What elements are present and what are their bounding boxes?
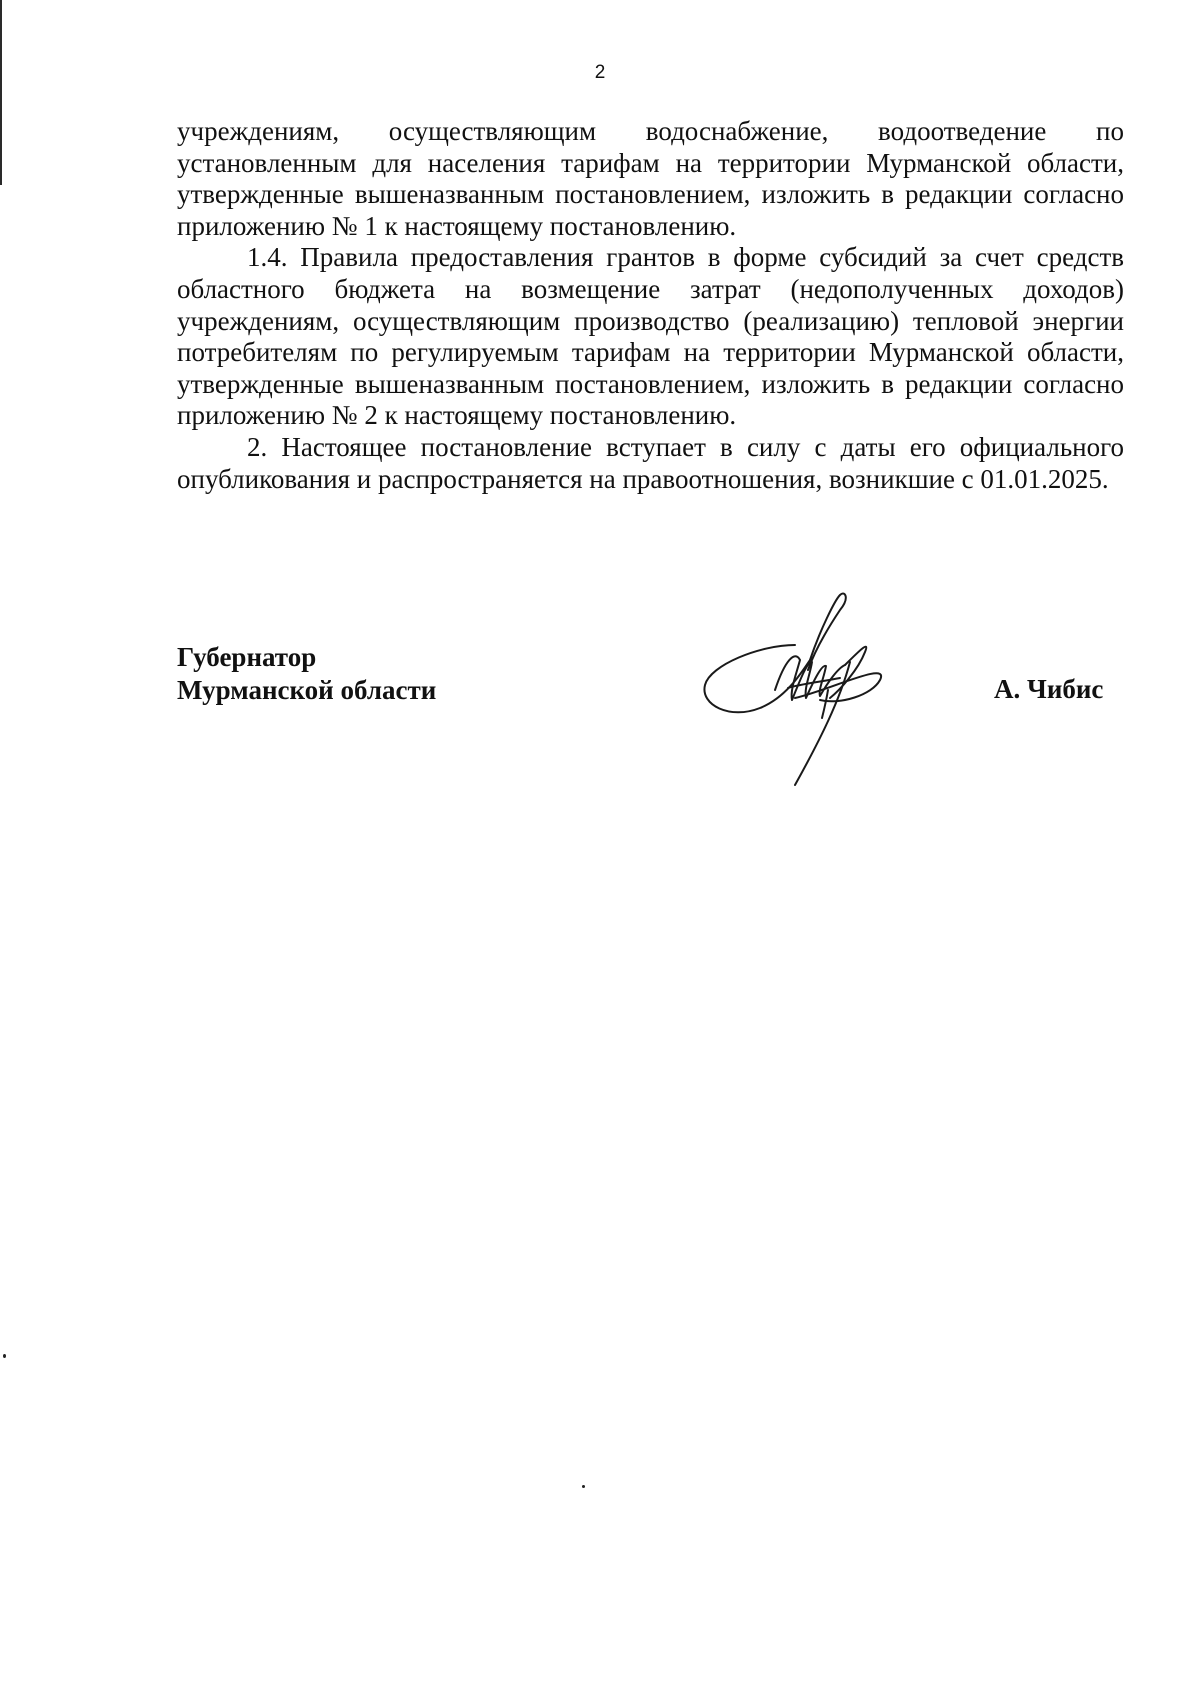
scan-speck (582, 1485, 585, 1488)
page-number: 2 (594, 62, 606, 83)
signatory-title-line1: Губернатор (177, 642, 317, 672)
paragraph-continuation: учреждениям, осуществляющим водоснабжение, водоотведение по установленным для населения тарифам на территории Мурманской области, утвержденные вышеназванным постановлением, изложить в редакции согласно приложению № 1 к настоящему постановлению. (177, 116, 1124, 241)
handwritten-signature (700, 590, 960, 820)
signatory-name: А. Чибис (994, 674, 1104, 704)
paragraph-1-4: 1.4. Правила предоставления грантов в форме субсидий за счет средств областного бюджета на возмещение затрат (недополученных доходов) учреждениям, осуществляющим производство (реализацию) тепловой энергии потребителям по регулируемым тарифам на территории Мурманской области, утвержденные вышеназванным постановлением, изложить в редакции согласно приложению № 2 к настоящему постановлению. (177, 242, 1124, 431)
paragraph-2: 2. Настоящее постановление вступает в силу с даты его официального опубликования и распространяется на правоотношения, возникшие с 01.01.2025. (177, 431, 1124, 494)
signatory-title (177, 641, 436, 707)
signatory-title-line2: Мурманской области (177, 675, 437, 705)
document-body (177, 116, 1124, 495)
scan-edge-mark (0, 0, 2, 185)
scan-speck (3, 1354, 6, 1358)
